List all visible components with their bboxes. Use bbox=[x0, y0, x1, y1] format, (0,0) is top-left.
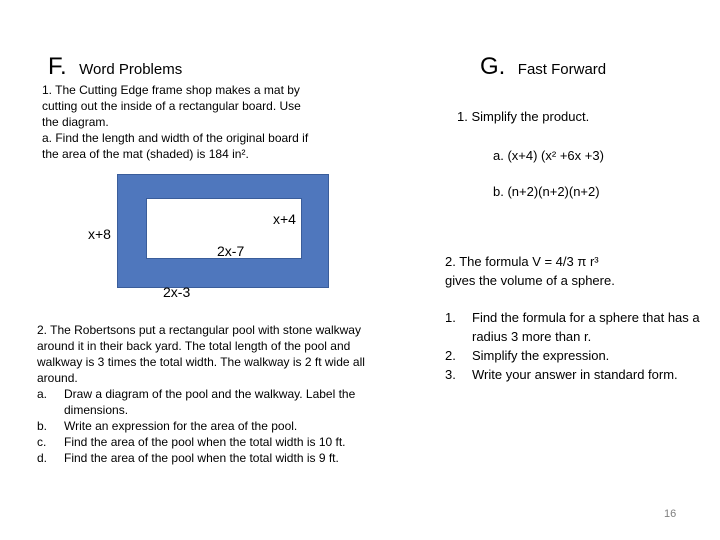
list-item bbox=[37, 434, 402, 450]
section-g-heading bbox=[480, 55, 606, 79]
list-item bbox=[37, 418, 402, 434]
q2-line: gives the volume of a sphere. bbox=[445, 273, 615, 288]
problem-1-text bbox=[42, 82, 342, 162]
list-marker: 3. bbox=[445, 367, 456, 382]
diagram-label-top: x+4 bbox=[273, 211, 296, 227]
list-marker: b. bbox=[37, 419, 48, 433]
problem-2-line: 2. The Robertsons put a rectangular pool with stone walkway bbox=[37, 323, 361, 337]
list-marker: d. bbox=[37, 451, 48, 465]
section-g-title: Fast Forward bbox=[517, 61, 607, 78]
diagram-label-inner: 2x-7 bbox=[217, 243, 245, 259]
problem-1-line: 1. The Cutting Edge frame shop makes a mat by bbox=[42, 83, 300, 97]
problem-2-list bbox=[37, 386, 402, 466]
list-marker: c. bbox=[37, 435, 47, 449]
list-item bbox=[445, 346, 703, 365]
list-marker: 2. bbox=[445, 348, 456, 363]
section-f-heading bbox=[48, 55, 182, 79]
list-item-text: Find the formula for a sphere that has a radius 3 more than r. bbox=[472, 310, 700, 344]
list-item bbox=[445, 308, 703, 346]
diagram-label-left: x+8 bbox=[88, 226, 111, 242]
q2-line: 2. The formula V = 4/3 π r³ bbox=[445, 254, 599, 269]
problem-2-line: around. bbox=[37, 371, 78, 385]
list-marker: 1. bbox=[445, 310, 456, 325]
sphere-steps-list bbox=[445, 308, 703, 384]
list-marker: a. bbox=[37, 387, 48, 401]
fast-forward-q2 bbox=[445, 252, 695, 290]
problem-1-line: cutting out the inside of a rectangular board. Use bbox=[42, 99, 301, 113]
section-f-letter: F. bbox=[48, 53, 67, 80]
problem-1-line: a. Find the length and width of the original board if bbox=[42, 131, 309, 145]
list-item bbox=[445, 365, 703, 384]
list-item-text: Write your answer in standard form. bbox=[472, 367, 678, 382]
list-item bbox=[37, 450, 402, 466]
fast-forward-q1b: b. (n+2)(n+2)(n+2) bbox=[493, 184, 600, 199]
fast-forward-q1: 1. Simplify the product. bbox=[457, 109, 590, 124]
fast-forward-q1a: a. (x+4) (x² +6x +3) bbox=[493, 148, 604, 163]
problem-2-line: walkway is 3 times the total width. The walkway is 2 ft wide all bbox=[37, 355, 365, 369]
problem-1-line: the diagram. bbox=[42, 115, 109, 129]
list-item-text: Find the area of the pool when the total width is 9 ft. bbox=[64, 451, 339, 465]
list-item bbox=[37, 386, 402, 418]
section-g-letter: G. bbox=[480, 53, 506, 80]
list-item-text: Find the area of the pool when the total width is 10 ft. bbox=[64, 435, 346, 449]
problem-2-line: around it in their back yard. The total length of the pool and bbox=[37, 339, 351, 353]
list-item-text: Write an expression for the area of the pool. bbox=[64, 419, 298, 433]
section-f-title: Word Problems bbox=[79, 61, 183, 78]
list-item-text: Draw a diagram of the pool and the walkway. Label the dimensions. bbox=[64, 387, 356, 417]
problem-1-line: the area of the mat (shaded) is 184 in². bbox=[42, 147, 249, 161]
list-item-text: Simplify the expression. bbox=[472, 348, 610, 363]
problem-2 bbox=[37, 322, 402, 466]
diagram-label-bottom: 2x-3 bbox=[163, 284, 191, 300]
sphere-steps bbox=[445, 308, 703, 384]
page-number: 16 bbox=[664, 508, 677, 520]
